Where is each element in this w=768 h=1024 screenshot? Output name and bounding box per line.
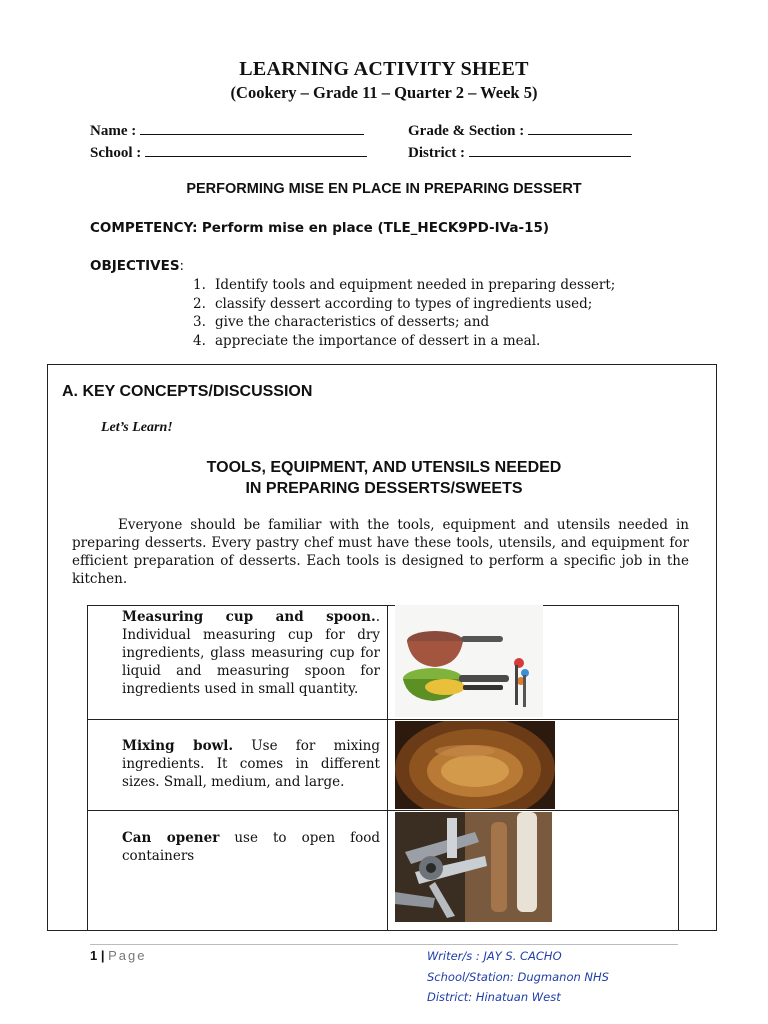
objective-item: 3. give the characteristics of desserts; and — [193, 314, 490, 330]
name-blank[interactable] — [140, 122, 364, 135]
tools-title-line2: IN PREPARING DESSERTS/SWEETS — [245, 480, 523, 497]
can-opener-photo — [395, 812, 552, 922]
district-blank[interactable] — [469, 144, 631, 157]
page-number: 1 | Page — [90, 948, 147, 963]
grade-section-label: Grade & Section : — [408, 123, 525, 139]
school-label: School : — [90, 145, 142, 161]
tool-description: Measuring cup and spoon.. Individual measuring cup for dry ingredients, glass measuring cup for liquid and measuring spoon for ingredients used in small quantity. — [122, 609, 380, 697]
tools-table — [87, 605, 679, 931]
school-field — [90, 144, 367, 162]
tool-name: Can opener — [122, 830, 220, 846]
tools-title — [0, 457, 768, 499]
competency — [90, 220, 549, 236]
section-title: A. KEY CONCEPTS/DISCUSSION — [62, 383, 313, 400]
measuring-cups-photo — [395, 605, 543, 717]
name-label: Name : — [90, 123, 137, 139]
sheet-title: LEARNING ACTIVITY SHEET — [239, 58, 529, 80]
tools-title-line1: TOOLS, EQUIPMENT, AND UTENSILS NEEDED — [206, 459, 562, 476]
intro-paragraph: Everyone should be familiar with the tools, equipment and utensils needed in preparing desserts. Every pastry chef must have these tools, utensils, and equipment for efficient preparation of desserts. Each tools is designed to perform a specific job in the kitchen. — [72, 517, 689, 587]
name-field — [90, 122, 364, 140]
grade-section-blank[interactable] — [528, 122, 632, 135]
sheet-subtitle: (Cookery – Grade 11 – Quarter 2 – Week 5) — [230, 83, 538, 102]
tool-description: Can opener use to open food containers — [122, 830, 380, 864]
competency-label: COMPETENCY: — [90, 220, 198, 236]
objective-item: 4. appreciate the importance of dessert in a meal. — [193, 332, 541, 349]
lesson-title: PERFORMING MISE EN PLACE IN PREPARING DESSERT — [186, 181, 582, 197]
district-field — [408, 144, 631, 162]
tool-description: Mixing bowl. Use for mixing ingredients. It comes in different sizes. Small, medium, and large. — [122, 738, 380, 790]
objectives-list — [193, 276, 615, 350]
tool-name: Measuring cup and spoon. — [122, 609, 376, 625]
objectives-label: OBJECTIVES: — [90, 258, 185, 274]
objective-item: 2. classify dessert according to types of ingredients used; — [193, 295, 593, 312]
footer-district: District: Hinatuan West — [427, 990, 561, 1004]
district-label: District : — [408, 145, 466, 161]
footer-writer: Writer/s : JAY S. CACHO — [427, 949, 562, 963]
footer-rule — [90, 944, 678, 945]
mixing-bowl-photo — [395, 721, 555, 809]
tool-name: Mixing bowl. — [122, 738, 234, 754]
lets-learn: Let’s Learn! — [101, 420, 173, 435]
footer-school: School/Station: Dugmanon NHS — [427, 970, 609, 984]
school-blank[interactable] — [145, 144, 367, 157]
objective-item: 1. Identify tools and equipment needed in preparing dessert; — [193, 277, 616, 293]
grade-section-field — [408, 122, 632, 140]
competency-text: Perform mise en place (TLE_HECK9PD-IVa-15) — [201, 220, 550, 236]
